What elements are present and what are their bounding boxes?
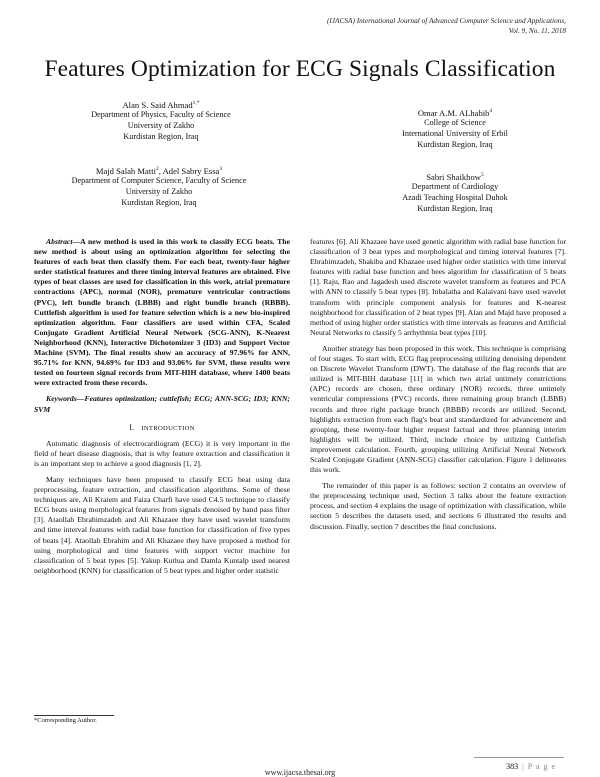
author-location: Kurdistan Region, Iraq	[123, 131, 199, 141]
journal-header	[146, 16, 566, 36]
author-affil-mark: 1,*	[192, 100, 200, 106]
author-affil-mark: 3	[219, 166, 223, 172]
author-institution: University of Zakho	[125, 187, 193, 197]
author-dept: College of Science	[424, 118, 486, 128]
right-paragraph-1: features [6]. Ali Khazaee have used genetic algorithm with radial base function for classification of 3 beat types and morphological and timing interval features [7]. Ebrahimzadeh, Shakiba and Khazaee used higher order statistics with time interval features with radial base function and bees algorithm for classification of 5 beats [1]. Raju, Rao and Jagadesh used discrete wavelet transform as features and PCA with ANN to classify 5 beat types [8]. Inbalatha and Kalaivani have used wavelet transform with principle component analysis for features and K-nearest neighborhood for classification of 2 beat types [9]. Alan and Majd have proposed a method of using higher order statistics with time intervals as features and Artificial Neural Networks to classify 5 arrhythmia beat types [10].	[310, 237, 566, 337]
intro-paragraph-1: Automatic diagnosis of electrocardiogram (ECG) it is very important in the field of heart disease diagnosis, that is why feature extraction and classification it is an important step to achieve a good diagnosis [1, 2].	[34, 438, 290, 468]
author-institution: International University of Erbil	[402, 129, 508, 139]
author-name: Alan S. Said Ahmad	[122, 99, 193, 110]
page-number-value: 383	[506, 762, 519, 771]
author-affil-mark: 4	[489, 108, 493, 114]
keywords-label: Keywords	[46, 394, 77, 404]
author-affil-mark: 2	[156, 166, 159, 172]
section-number: I.	[129, 422, 135, 432]
author-block-1	[56, 98, 266, 142]
author-block-4	[345, 106, 565, 150]
page-separator: |	[522, 762, 524, 771]
footer-divider	[474, 757, 564, 758]
journal-website: www.ijacsa.thesai.org	[264, 768, 336, 777]
author-name: Sabri Shaikhow	[426, 171, 481, 182]
page-label: P a g e	[527, 762, 556, 771]
author-block-2-3	[34, 164, 284, 208]
right-column	[310, 237, 566, 538]
journal-volume: Vol. 9, No. 11, 2018	[508, 26, 566, 35]
paper-title: Features Optimization for ECG Signals Classification	[44, 56, 556, 82]
left-column	[34, 237, 290, 582]
author-name: , Adel Sabry Essa	[158, 165, 220, 176]
footnote: *Corresponding Author.	[34, 717, 97, 724]
section-title: INTRODUCTION	[141, 424, 195, 432]
author-dept: Department of Physics, Faculty of Science	[91, 110, 231, 120]
author-institution: Azadi Teaching Hospital Duhok	[402, 193, 508, 203]
keywords	[34, 394, 290, 414]
author-dept: Department of Computer Science, Faculty of Science	[71, 176, 247, 186]
keywords-text: —Features optimization; cuttlefish; ECG; ANN-SCG; ID3; KNN; SVM	[34, 394, 290, 414]
author-name: Majd Salah Matti	[95, 165, 156, 176]
intro-paragraph-2: Many techniques have been proposed to classify ECG beat using data preprocessing, feature extraction, and classification algorithms. Some of these techniques are, Ali Kraiem and Faiza Charfi have used C4.5 technique to classify ECG beats using morphological features from signals denoised by band pass filter [3]. Ataollah Ebrahimzadeh and Ali Khazaee they have used wavelet transform and time interval features with radial base function for classification of five types of beats [4]. Ataollah Ebrahim and Ali Khazaee they have proposed a method for using morphological and time features with support vector machine for classification of 5 beat types [5]. Yakup Kutlua and Damla Kuntalp used nearest neighborhood (KNN) for classification of 5 beat types and higher order statistic	[34, 474, 290, 575]
footnote-divider	[34, 715, 114, 716]
abstract	[34, 237, 290, 388]
author-location: Kurdistan Region, Iraq	[417, 203, 493, 213]
section-heading-introduction	[34, 423, 290, 434]
author-dept: Department of Cardiology	[411, 182, 499, 192]
author-institution: University of Zakho	[127, 121, 195, 131]
author-block-5	[345, 170, 565, 214]
author-affil-mark: 5	[480, 172, 484, 178]
right-paragraph-3: The remainder of this paper is as follows: section 2 contains an overview of the preprocessing technique used, Section 3 talks about the feature extraction process, and section 4 explains the usage of optimization with classification, while section 5 describes the datasets used, and sections 6 illustrated the results and discussion. Finally, section 7 describes the final conclusions.	[310, 481, 566, 531]
right-paragraph-2: Another strategy has been proposed in this work. This technique is comprising of four stages. To start with, ECG flag preprocessing utilizing denoising dependent on Discrete Wavelet Transform (DWT). The database of the flag records that are utilized is MIT-BIH database [11] in which two atrial untimely constrictions (APC) records are chosen, three ordinary (NOR) records, three untimely ventricular compressions (PVC) records, three remaining group branch (LBBB) records and three right package branch (RBBB) records are utilized. Second, highlights extraction from each flag's beat and standardized for advancement and grouping, these twenty-four higher request factual and three planning interim highlights will be utilized. Third, include choice by utilizing Cuttlefish improvement calculation. Fourth, grouping utilizing Artificial Neural Network Scaled Conjugate Gradient (ANN-SCG) classifier calculation. Figure 1 delineates this work.	[310, 343, 566, 475]
author-location: Kurdistan Region, Iraq	[121, 197, 197, 207]
abstract-text: —A new method is used in this work to classify ECG beats. The new method is about using an optimization algorithm for selecting the features of each beat then classify them. For each beat, twenty-four higher order statistical features and three timing interval features are obtained. Five types of beat classes are used for classification in this work, atrial premature contractions (APC), normal (NOR), premature ventricular contractions (PVC), left bundle branch (LBBB) and right bundle branch (RBBB). Cuttlefish algorithm is used for feature selection which is a new bio-inspired optimization algorithm. Four classifiers are used within CFA, Scaled Conjugate Gradient Artificial Neural Network (SCG-ANN), K-Nearest Neighborhood (KNN), Interactive Dichotomizer 3 (ID3) and Support Vector Machine (SVM). The final results show an accuracy of 97.96% for ANN, 95.71% for KNN, 94.69% for ID3 and 93.06% for SVM, these results were tested on fourteen signal records from MIT-HIH database, where 1400 beats were extracted from these records.	[34, 237, 290, 388]
abstract-label: Abstract	[46, 237, 73, 246]
author-location: Kurdistan Region, Iraq	[417, 139, 493, 149]
author-name: Omar A.M. ALhabib	[417, 107, 490, 118]
journal-name: (IJACSA) International Journal of Advanced Computer Science and Applications,	[326, 16, 566, 25]
